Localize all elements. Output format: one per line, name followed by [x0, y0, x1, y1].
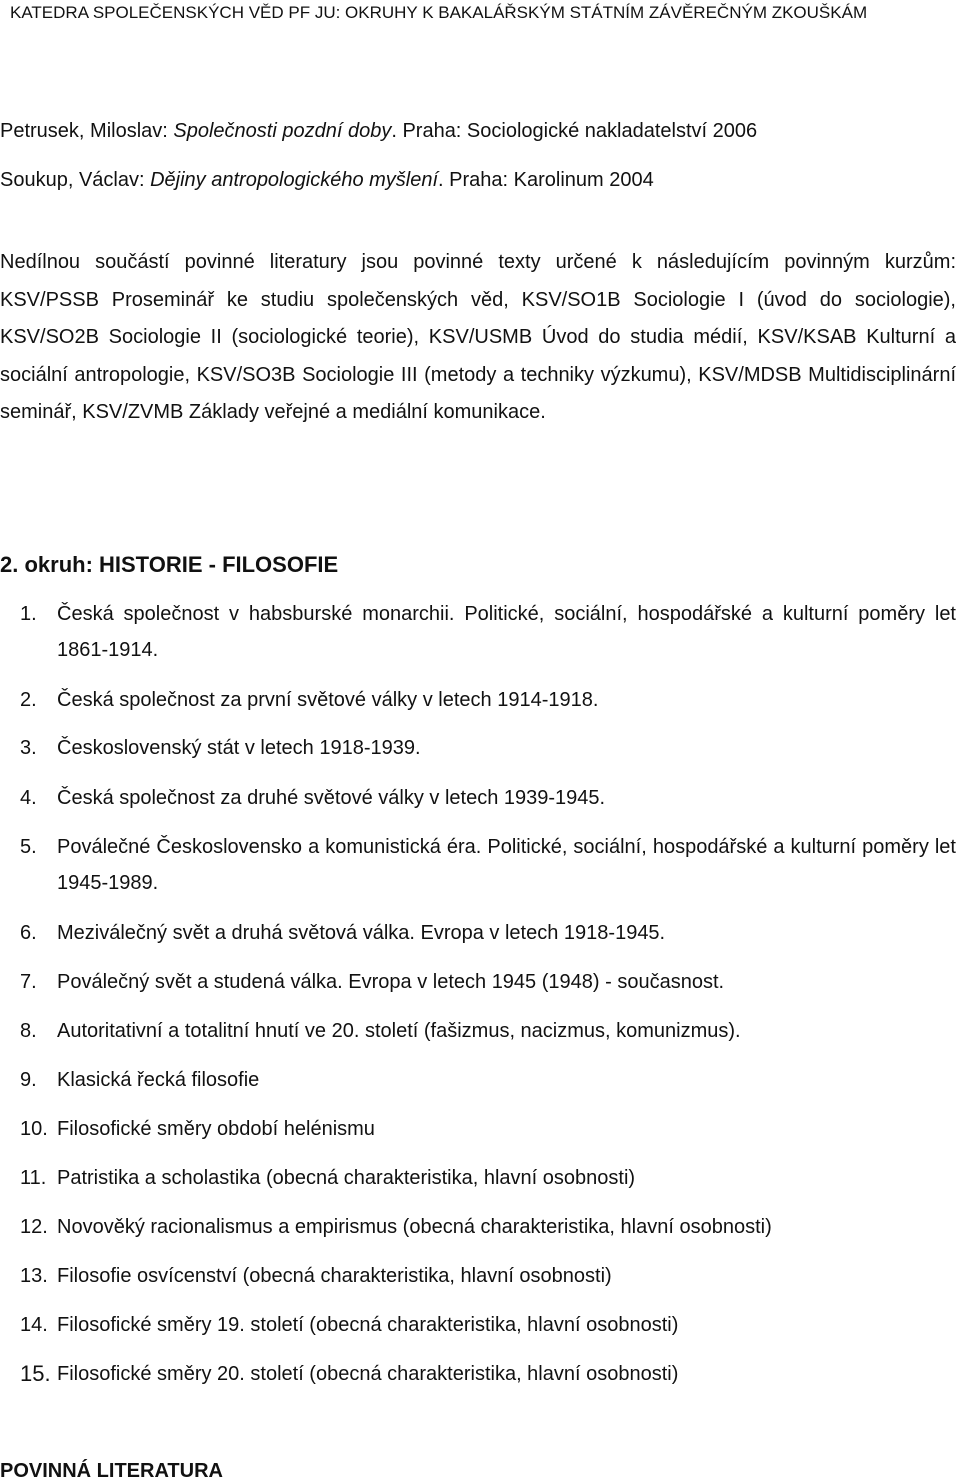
topic-item: [0, 915, 956, 951]
topic-number: 2.: [20, 689, 37, 711]
topic-item: [0, 1062, 956, 1098]
reference-publisher: . Praha: Sociologické nakladatelství 2006: [391, 120, 758, 142]
topic-number: 3.: [20, 737, 37, 759]
topic-number: 5.: [20, 836, 37, 858]
topic-text: Česká společnost za první světové války v letech 1914-1918.: [57, 689, 599, 711]
topic-number: 8.: [20, 1020, 37, 1042]
topic-item: [0, 1111, 956, 1147]
section-heading: 2. okruh: HISTORIE - FILOSOFIE: [0, 552, 339, 577]
topic-number: 10.: [20, 1118, 48, 1140]
topic-text: Poválečné Československo a komunistická éra. Politické, sociální, hospodářské a kulturní poměry let 1945-1989.: [57, 836, 956, 894]
topic-text: Novověký racionalismus a empirismus (obecná charakteristika, hlavní osobnosti): [57, 1216, 772, 1238]
reference-author: Petrusek, Miloslav:: [0, 120, 174, 142]
topic-text: Klasická řecká filosofie: [57, 1069, 260, 1091]
topic-item: [0, 1307, 956, 1343]
reference-publisher: . Praha: Karolinum 2004: [438, 169, 654, 191]
topic-item: [0, 1160, 956, 1196]
topic-number: 7.: [20, 971, 37, 993]
reference-petrusek: [0, 118, 757, 144]
topic-item: [0, 1258, 956, 1294]
topic-item: [0, 780, 956, 816]
topic-item: [0, 730, 956, 766]
topic-number: 9.: [20, 1069, 37, 1091]
topic-number: 4.: [20, 787, 37, 809]
topic-text: Filosofické směry období helénismu: [57, 1118, 375, 1140]
topic-item: [0, 964, 956, 1000]
topic-text: Filosofické směry 20. století (obecná charakteristika, hlavní osobnosti): [57, 1363, 679, 1385]
mandatory-texts-paragraph: Nedílnou součástí povinné literatury jsou povinné texty určené k následujícím povinným kurzům: KSV/PSSB Proseminář ke studiu společenských věd, KSV/SO1B Sociologie I (úvod do sociologie), KSV/SO2B Sociologie II (sociologické teorie), KSV/USMB Úvod do studia médií, KSV/KSAB Kulturní a sociální antropologie, KSV/SO3B Sociologie III (metody a techniky výzkumu), KSV/MDSB Multidisciplinární seminář, KSV/ZVMB Základy veřejné a mediální komunikace.: [0, 251, 956, 423]
topic-number: 1.: [20, 603, 37, 625]
topic-item: [0, 682, 956, 718]
topic-text: Československý stát v letech 1918-1939.: [57, 737, 421, 759]
topic-item: [0, 829, 956, 901]
topic-number: 6.: [20, 922, 37, 944]
topic-item: [0, 1209, 956, 1245]
reference-title: Společnosti pozdní doby: [173, 120, 392, 142]
topic-text: Filosofie osvícenství (obecná charakteristika, hlavní osobnosti): [57, 1265, 612, 1287]
topic-text: Meziválečný svět a druhá světová válka. Evropa v letech 1918-1945.: [57, 922, 666, 944]
reference-author: Soukup, Václav:: [0, 169, 151, 191]
topic-text: Autoritativní a totalitní hnutí ve 20. století (fašizmus, nacizmus, komunizmus).: [57, 1020, 741, 1042]
literature-heading: POVINNÁ LITERATURA: [0, 1460, 223, 1482]
topic-number: 13.: [20, 1265, 48, 1287]
topic-number: 15.: [20, 1361, 51, 1386]
topic-number: 14.: [20, 1314, 48, 1336]
header-title: KATEDRA SPOLEČENSKÝCH VĚD PF JU: OKRUHY K BAKALÁŘSKÝM STÁTNÍM ZÁVĚREČNÝM ZKOUŠKÁM: [10, 3, 868, 22]
topic-text: Patristika a scholastika (obecná charakteristika, hlavní osobnosti): [57, 1167, 636, 1189]
topic-number: 12.: [20, 1216, 48, 1238]
topic-text: Česká společnost v habsburské monarchii. Politické, sociální, hospodářské a kulturní poměry let 1861-1914.: [57, 603, 956, 661]
topic-number: 11.: [20, 1167, 47, 1189]
topic-item: [0, 596, 956, 668]
topic-text: Poválečný svět a studená válka. Evropa v letech 1945 (1948) - současnost.: [57, 971, 725, 993]
topic-text: Česká společnost za druhé světové války v letech 1939-1945.: [57, 787, 606, 809]
topic-item: [0, 1013, 956, 1049]
topic-item: [0, 1356, 956, 1392]
reference-title: Dějiny antropologického myšlení: [150, 169, 439, 191]
topic-text: Filosofické směry 19. století (obecná charakteristika, hlavní osobnosti): [57, 1314, 679, 1336]
reference-soukup: [0, 167, 654, 193]
